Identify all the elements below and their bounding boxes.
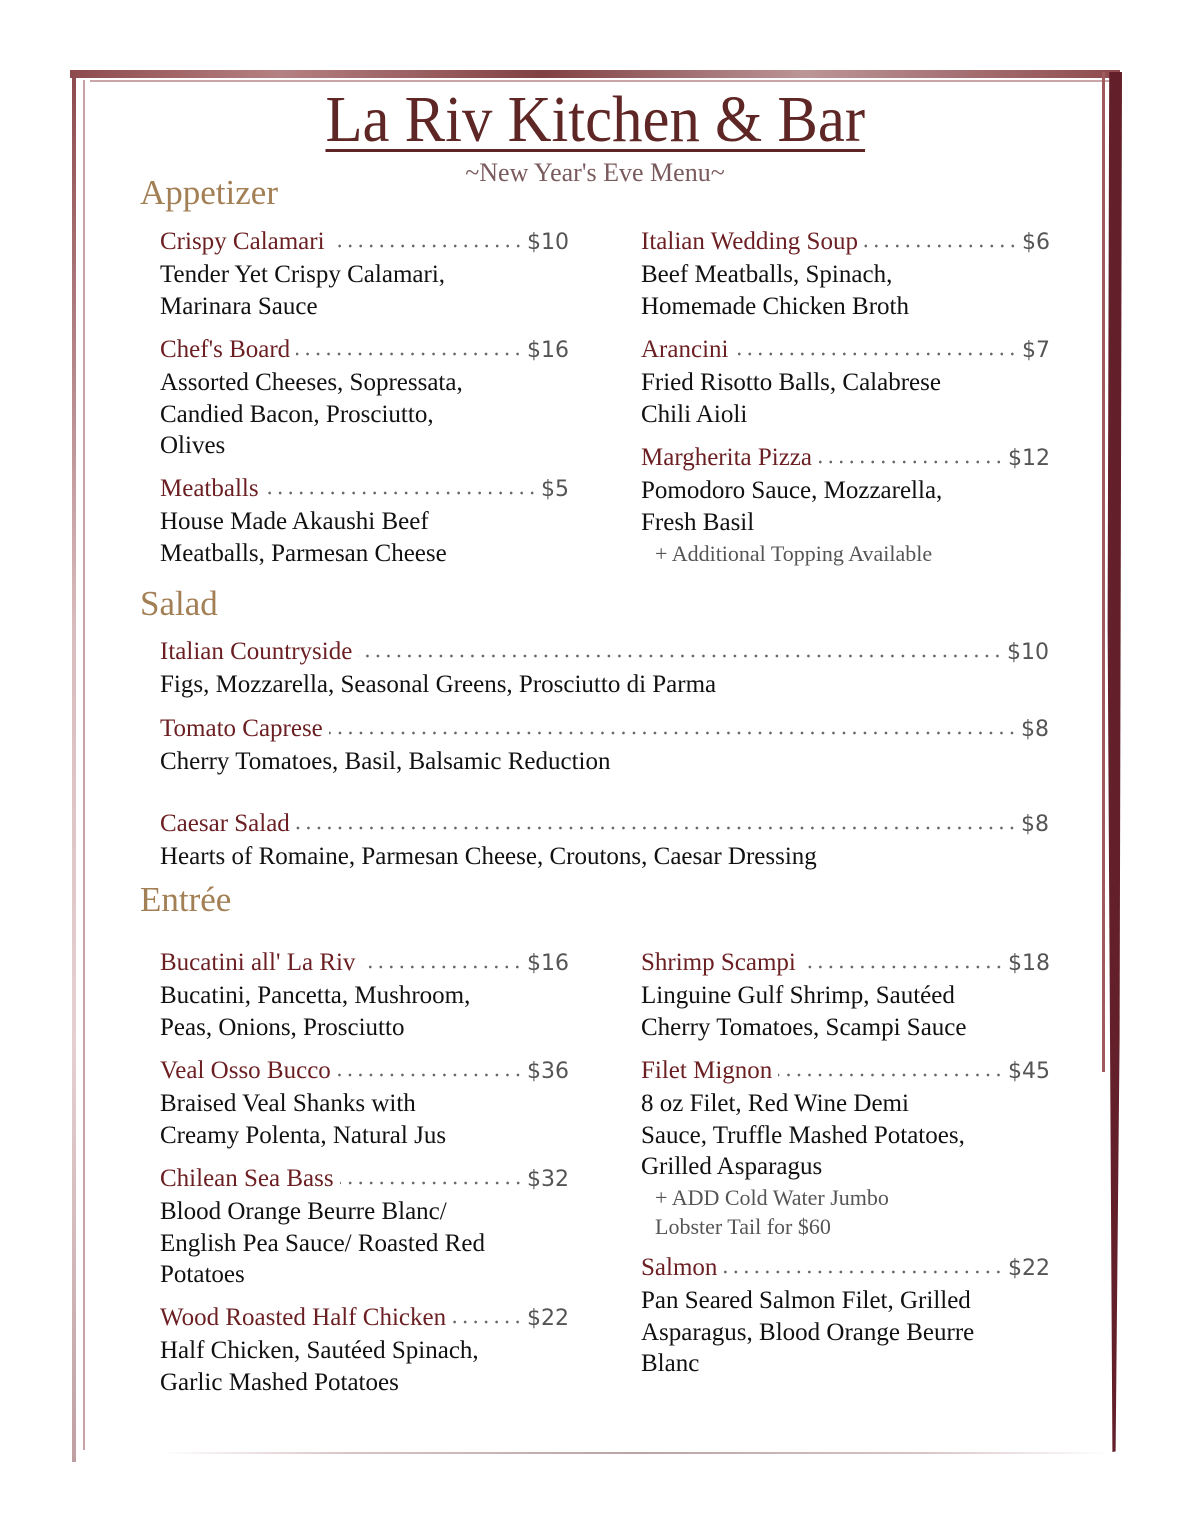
- dot-leader: [818, 459, 1004, 465]
- item-description-line: Assorted Cheeses, Sopressata,: [160, 369, 463, 396]
- item-description-line: Pomodoro Sauce, Mozzarella,: [641, 477, 943, 504]
- item-description-line: English Pea Sauce/ Roasted Red: [160, 1229, 485, 1257]
- item-name: Veal Osso Bucco: [160, 1057, 331, 1084]
- item-price: $45: [1008, 1059, 1050, 1084]
- menu-item: [641, 1057, 1050, 1183]
- frame-border-bottom: [160, 1452, 1110, 1454]
- item-description-line: Blood Orange Beurre Blanc/: [160, 1198, 447, 1225]
- item-description-line: Creamy Polenta, Natural Jus: [160, 1121, 447, 1149]
- item-description-line: 8 oz Filet, Red Wine Demi: [641, 1090, 909, 1117]
- item-description-line: Marinara Sauce: [160, 292, 318, 320]
- item-header: [160, 949, 569, 980]
- section-heading: Entrée: [140, 880, 232, 919]
- item-description-line: Bucatini, Pancetta, Mushroom,: [160, 982, 471, 1009]
- menu-item: [641, 1254, 1050, 1380]
- item-description-line: Asparagus, Blood Orange Beurre: [641, 1318, 975, 1346]
- menu-item: [641, 336, 1050, 430]
- item-note: + Additional Topping Available: [655, 541, 933, 566]
- dot-leader: [734, 351, 1018, 357]
- dot-leader: [296, 825, 1017, 831]
- item-name: Italian Countryside: [160, 638, 353, 665]
- item-header: [160, 475, 569, 506]
- item-description-line: Sauce, Truffle Mashed Potatoes,: [641, 1121, 965, 1149]
- item-description-line: Candied Bacon, Prosciutto,: [160, 400, 434, 428]
- section-heading: Appetizer: [140, 173, 278, 212]
- item-description-line: Homemade Chicken Broth: [641, 292, 909, 320]
- item-price: $12: [1008, 446, 1050, 471]
- frame-border-right: [1106, 72, 1122, 1452]
- frame-border-left: [72, 72, 76, 1462]
- item-header: [641, 949, 1050, 980]
- frame-border-left-inner: [83, 80, 85, 1450]
- item-description-line: Pan Seared Salmon Filet, Grilled: [641, 1287, 971, 1314]
- menu-item: [160, 1304, 569, 1398]
- item-name: Filet Mignon: [641, 1057, 773, 1084]
- dot-leader: [452, 1319, 523, 1325]
- item-description-line: Meatballs, Parmesan Cheese: [160, 539, 447, 567]
- menu-item: [160, 475, 569, 569]
- title-text: La Riv Kitchen & Bar: [325, 83, 865, 156]
- item-description-line: Peas, Onions, Prosciutto: [160, 1013, 405, 1041]
- item-description-line: Potatoes: [160, 1261, 245, 1288]
- item-note: Lobster Tail for $60: [655, 1214, 831, 1239]
- menu-item: [160, 1165, 569, 1291]
- item-price: $36: [527, 1059, 569, 1084]
- dot-leader: [265, 490, 537, 496]
- item-name: Crispy Calamari: [160, 228, 325, 255]
- item-description-line: Grilled Asparagus: [641, 1153, 823, 1180]
- item-header: [160, 1165, 569, 1196]
- item-name: Arancini: [641, 336, 729, 363]
- item-description-line: Half Chicken, Sautéed Spinach,: [160, 1337, 479, 1364]
- menu-item: [160, 1057, 569, 1151]
- item-price: $5: [541, 477, 569, 502]
- item-description-line: Braised Veal Shanks with: [160, 1090, 416, 1117]
- menu-item: [160, 949, 569, 1043]
- frame-border-right-inner: [1102, 72, 1105, 1072]
- item-description-line: Chili Aioli: [641, 400, 748, 428]
- frame-border-top: [70, 70, 1120, 78]
- item-description-line: Tender Yet Crispy Calamari,: [160, 261, 446, 288]
- item-note: + ADD Cold Water Jumbo: [655, 1185, 889, 1210]
- item-name: Chef's Board: [160, 336, 291, 363]
- item-header: [160, 810, 1049, 841]
- item-header: [160, 1304, 569, 1335]
- item-description-line: Blanc: [641, 1350, 700, 1377]
- item-header: [641, 336, 1050, 367]
- item-price: $22: [1008, 1256, 1050, 1281]
- item-description-line: House Made Akaushi Beef: [160, 508, 429, 535]
- item-description-line: Fresh Basil: [641, 508, 755, 536]
- item-price: $16: [527, 338, 569, 363]
- menu-item: [160, 638, 1049, 701]
- item-header: [160, 715, 1049, 746]
- item-price: $16: [527, 951, 569, 976]
- item-name: Bucatini all' La Riv: [160, 949, 356, 976]
- item-header: [160, 638, 1049, 669]
- item-name: Meatballs: [160, 475, 259, 502]
- dot-leader: [296, 351, 523, 357]
- dot-leader: [361, 964, 523, 970]
- item-price: $10: [1007, 640, 1049, 665]
- dot-leader: [331, 243, 523, 249]
- item-description-line: Fried Risotto Balls, Calabrese: [641, 369, 941, 396]
- item-name: Tomato Caprese: [160, 715, 323, 742]
- item-name: Margherita Pizza: [641, 444, 812, 471]
- item-description-line: Linguine Gulf Shrimp, Sautéed: [641, 982, 955, 1009]
- dot-leader: [778, 1072, 1004, 1078]
- item-description-line: Cherry Tomatoes, Basil, Balsamic Reduction: [160, 748, 611, 775]
- section-heading: Salad: [140, 584, 218, 623]
- menu-item: [160, 336, 569, 462]
- menu-item: [641, 228, 1050, 322]
- menu-item: [160, 228, 569, 322]
- menu-item: [641, 949, 1050, 1043]
- item-header: [641, 1057, 1050, 1088]
- item-description-line: Cherry Tomatoes, Scampi Sauce: [641, 1013, 967, 1041]
- dot-leader: [340, 1180, 523, 1186]
- item-description-line: Hearts of Romaine, Parmesan Cheese, Croutons, Caesar Dressing: [160, 843, 817, 870]
- item-price: $6: [1022, 230, 1050, 255]
- item-description-line: Garlic Mashed Potatoes: [160, 1368, 399, 1396]
- dot-leader: [358, 653, 1003, 659]
- item-description-line: Olives: [160, 432, 226, 459]
- item-name: Italian Wedding Soup: [641, 228, 858, 255]
- item-price: $10: [527, 230, 569, 255]
- item-price: $8: [1021, 812, 1049, 837]
- item-name: Caesar Salad: [160, 810, 290, 837]
- item-description-line: Figs, Mozzarella, Seasonal Greens, Prosciutto di Parma: [160, 671, 717, 698]
- item-name: Salmon: [641, 1254, 718, 1281]
- item-price: $18: [1008, 951, 1050, 976]
- item-header: [641, 228, 1050, 259]
- item-header: [641, 444, 1050, 475]
- item-header: [160, 228, 569, 259]
- dot-leader: [802, 964, 1004, 970]
- menu-subtitle: ~New Year's Eve Menu~: [465, 158, 725, 187]
- dot-leader: [329, 730, 1017, 736]
- item-header: [641, 1254, 1050, 1285]
- item-price: $7: [1022, 338, 1050, 363]
- item-name: Wood Roasted Half Chicken: [160, 1304, 447, 1331]
- restaurant-title: [0, 82, 1190, 158]
- dot-leader: [723, 1269, 1004, 1275]
- menu-item: [160, 810, 1049, 873]
- menu-item: [160, 715, 1049, 778]
- item-price: $8: [1021, 717, 1049, 742]
- dot-leader: [864, 243, 1018, 249]
- menu-item: [641, 444, 1050, 538]
- item-name: Shrimp Scampi: [641, 949, 796, 976]
- item-price: $22: [527, 1306, 569, 1331]
- item-header: [160, 1057, 569, 1088]
- item-header: [160, 336, 569, 367]
- item-name: Chilean Sea Bass: [160, 1165, 334, 1192]
- item-price: $32: [527, 1167, 569, 1192]
- item-description-line: Beef Meatballs, Spinach,: [641, 261, 893, 288]
- dot-leader: [337, 1072, 523, 1078]
